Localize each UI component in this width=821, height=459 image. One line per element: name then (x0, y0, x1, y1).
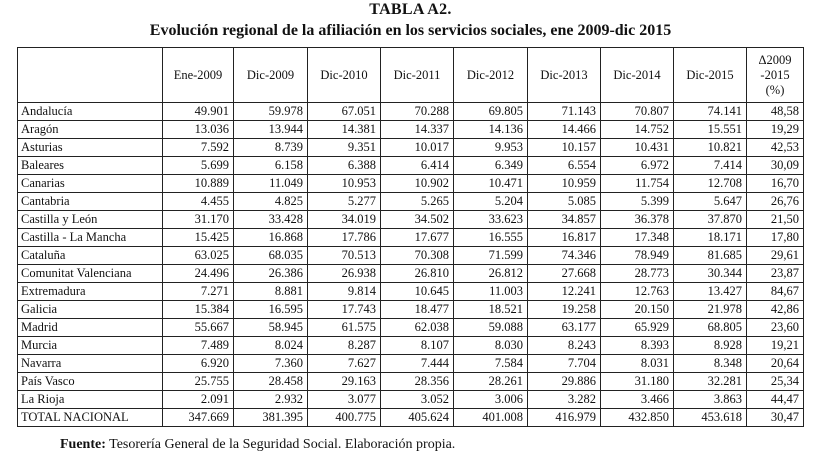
value-cell: 9.953 (454, 139, 528, 157)
value-cell: 21.978 (674, 301, 747, 319)
value-cell: 8.243 (528, 337, 601, 355)
column-header: Dic-2012 (454, 48, 528, 103)
value-cell: 30.344 (674, 265, 747, 283)
value-cell: 74.346 (528, 247, 601, 265)
value-cell: 11.003 (454, 283, 528, 301)
table-row (18, 373, 804, 391)
table-row (18, 319, 804, 337)
value-cell: 7.584 (454, 355, 528, 373)
value-cell: 8.107 (381, 337, 454, 355)
value-cell: 26.810 (381, 265, 454, 283)
value-cell: 7.360 (234, 355, 308, 373)
delta-header-line: -2015 (760, 67, 790, 82)
value-cell: 55.667 (163, 319, 234, 337)
delta-cell: 84,67 (747, 283, 804, 301)
value-cell: 26.386 (234, 265, 308, 283)
region-name-cell: TOTAL NACIONAL (18, 409, 163, 427)
table-row (18, 139, 804, 157)
value-cell: 3.863 (674, 391, 747, 409)
value-cell: 65.929 (601, 319, 674, 337)
region-name-cell: Andalucía (18, 103, 163, 121)
source-note (60, 437, 455, 453)
value-cell: 381.395 (234, 409, 308, 427)
region-name-cell: Murcia (18, 337, 163, 355)
value-cell: 5.204 (454, 193, 528, 211)
value-cell: 6.972 (601, 157, 674, 175)
column-header: Dic-2010 (308, 48, 381, 103)
column-header (18, 48, 163, 103)
value-cell: 10.471 (454, 175, 528, 193)
value-cell: 26.812 (454, 265, 528, 283)
value-cell: 12.241 (528, 283, 601, 301)
value-cell: 401.008 (454, 409, 528, 427)
value-cell: 29.886 (528, 373, 601, 391)
value-cell: 17.786 (308, 229, 381, 247)
value-cell: 24.496 (163, 265, 234, 283)
region-name-cell: Aragón (18, 121, 163, 139)
value-cell: 453.618 (674, 409, 747, 427)
region-name-cell: Navarra (18, 355, 163, 373)
value-cell: 10.889 (163, 175, 234, 193)
value-cell: 70.288 (381, 103, 454, 121)
value-cell: 6.554 (528, 157, 601, 175)
value-cell: 63.025 (163, 247, 234, 265)
region-name-cell: Castilla - La Mancha (18, 229, 163, 247)
delta-cell: 23,87 (747, 265, 804, 283)
value-cell: 9.351 (308, 139, 381, 157)
source-text: Tesorería General de la Seguridad Social. Elaboración propia. (105, 437, 456, 452)
table-row (18, 211, 804, 229)
value-cell: 347.669 (163, 409, 234, 427)
value-cell: 78.949 (601, 247, 674, 265)
value-cell: 13.944 (234, 121, 308, 139)
value-cell: 15.551 (674, 121, 747, 139)
value-cell: 6.158 (234, 157, 308, 175)
value-cell: 8.393 (601, 337, 674, 355)
value-cell: 63.177 (528, 319, 601, 337)
value-cell: 3.006 (454, 391, 528, 409)
delta-cell: 26,76 (747, 193, 804, 211)
value-cell: 18.171 (674, 229, 747, 247)
column-header: Dic-2014 (601, 48, 674, 103)
table-row (18, 337, 804, 355)
value-cell: 416.979 (528, 409, 601, 427)
value-cell: 432.850 (601, 409, 674, 427)
value-cell: 16.555 (454, 229, 528, 247)
value-cell: 28.261 (454, 373, 528, 391)
value-cell: 81.685 (674, 247, 747, 265)
value-cell: 11.049 (234, 175, 308, 193)
value-cell: 36.378 (601, 211, 674, 229)
value-cell: 5.699 (163, 157, 234, 175)
value-cell: 8.024 (234, 337, 308, 355)
value-cell: 2.932 (234, 391, 308, 409)
region-name-cell: La Rioja (18, 391, 163, 409)
value-cell: 5.647 (674, 193, 747, 211)
value-cell: 14.466 (528, 121, 601, 139)
value-cell: 5.265 (381, 193, 454, 211)
table-row (18, 247, 804, 265)
value-cell: 5.085 (528, 193, 601, 211)
value-cell: 15.384 (163, 301, 234, 319)
region-name-cell: País Vasco (18, 373, 163, 391)
value-cell: 59.088 (454, 319, 528, 337)
value-cell: 11.754 (601, 175, 674, 193)
delta-cell: 29,61 (747, 247, 804, 265)
delta-header-line: (%) (765, 82, 785, 97)
table-row (18, 409, 804, 427)
value-cell: 12.763 (601, 283, 674, 301)
value-cell: 10.953 (308, 175, 381, 193)
delta-cell: 42,86 (747, 301, 804, 319)
value-cell: 10.645 (381, 283, 454, 301)
table-row (18, 391, 804, 409)
value-cell: 37.870 (674, 211, 747, 229)
value-cell: 8.881 (234, 283, 308, 301)
value-cell: 69.805 (454, 103, 528, 121)
value-cell: 4.825 (234, 193, 308, 211)
delta-cell: 19,21 (747, 337, 804, 355)
value-cell: 19.258 (528, 301, 601, 319)
column-header: Dic-2013 (528, 48, 601, 103)
table-row (18, 265, 804, 283)
value-cell: 34.857 (528, 211, 601, 229)
value-cell: 34.019 (308, 211, 381, 229)
value-cell: 8.348 (674, 355, 747, 373)
value-cell: 28.773 (601, 265, 674, 283)
value-cell: 74.141 (674, 103, 747, 121)
value-cell: 12.708 (674, 175, 747, 193)
value-cell: 3.052 (381, 391, 454, 409)
value-cell: 13.427 (674, 283, 747, 301)
value-cell: 10.431 (601, 139, 674, 157)
table-body (18, 103, 804, 427)
value-cell: 3.077 (308, 391, 381, 409)
value-cell: 71.143 (528, 103, 601, 121)
delta-cell: 25,34 (747, 373, 804, 391)
value-cell: 14.752 (601, 121, 674, 139)
value-cell: 68.805 (674, 319, 747, 337)
value-cell: 7.489 (163, 337, 234, 355)
value-cell: 6.920 (163, 355, 234, 373)
delta-cell: 17,80 (747, 229, 804, 247)
source-label: Fuente: (60, 437, 106, 452)
value-cell: 6.414 (381, 157, 454, 175)
region-name-cell: Madrid (18, 319, 163, 337)
table-row (18, 229, 804, 247)
value-cell: 10.017 (381, 139, 454, 157)
column-header: Dic-2009 (234, 48, 308, 103)
region-name-cell: Cataluña (18, 247, 163, 265)
delta-cell: 16,70 (747, 175, 804, 193)
value-cell: 13.036 (163, 121, 234, 139)
value-cell: 7.414 (674, 157, 747, 175)
table-row (18, 301, 804, 319)
value-cell: 15.425 (163, 229, 234, 247)
value-cell: 8.739 (234, 139, 308, 157)
value-cell: 17.677 (381, 229, 454, 247)
delta-cell: 30,09 (747, 157, 804, 175)
value-cell: 10.157 (528, 139, 601, 157)
value-cell: 18.521 (454, 301, 528, 319)
value-cell: 27.668 (528, 265, 601, 283)
value-cell: 34.502 (381, 211, 454, 229)
value-cell: 16.868 (234, 229, 308, 247)
column-header: Dic-2015 (674, 48, 747, 103)
value-cell: 8.030 (454, 337, 528, 355)
region-name-cell: Extremadura (18, 283, 163, 301)
value-cell: 405.624 (381, 409, 454, 427)
region-name-cell: Castilla y León (18, 211, 163, 229)
delta-header-line: Δ2009 (758, 52, 792, 67)
region-name-cell: Canarias (18, 175, 163, 193)
value-cell: 33.428 (234, 211, 308, 229)
value-cell: 61.575 (308, 319, 381, 337)
value-cell: 58.945 (234, 319, 308, 337)
value-cell: 7.271 (163, 283, 234, 301)
delta-column-header (747, 48, 804, 103)
value-cell: 16.595 (234, 301, 308, 319)
table-row (18, 175, 804, 193)
table-row (18, 355, 804, 373)
value-cell: 32.281 (674, 373, 747, 391)
value-cell: 70.807 (601, 103, 674, 121)
value-cell: 6.349 (454, 157, 528, 175)
value-cell: 4.455 (163, 193, 234, 211)
value-cell: 29.163 (308, 373, 381, 391)
table-label: TABLA A2. (369, 1, 452, 18)
value-cell: 70.513 (308, 247, 381, 265)
delta-cell: 30,47 (747, 409, 804, 427)
value-cell: 68.035 (234, 247, 308, 265)
region-name-cell: Baleares (18, 157, 163, 175)
value-cell: 7.592 (163, 139, 234, 157)
region-name-cell: Comunitat Valenciana (18, 265, 163, 283)
value-cell: 20.150 (601, 301, 674, 319)
value-cell: 10.902 (381, 175, 454, 193)
value-cell: 2.091 (163, 391, 234, 409)
value-cell: 3.466 (601, 391, 674, 409)
header-row (18, 48, 804, 103)
value-cell: 33.623 (454, 211, 528, 229)
region-name-cell: Asturias (18, 139, 163, 157)
value-cell: 25.755 (163, 373, 234, 391)
value-cell: 6.388 (308, 157, 381, 175)
value-cell: 5.277 (308, 193, 381, 211)
value-cell: 16.817 (528, 229, 601, 247)
table-row (18, 121, 804, 139)
table-row (18, 283, 804, 301)
value-cell: 8.031 (601, 355, 674, 373)
value-cell: 31.170 (163, 211, 234, 229)
delta-cell: 20,64 (747, 355, 804, 373)
value-cell: 3.282 (528, 391, 601, 409)
value-cell: 70.308 (381, 247, 454, 265)
region-name-cell: Galicia (18, 301, 163, 319)
value-cell: 28.458 (234, 373, 308, 391)
value-cell: 59.978 (234, 103, 308, 121)
value-cell: 400.775 (308, 409, 381, 427)
value-cell: 49.901 (163, 103, 234, 121)
value-cell: 8.928 (674, 337, 747, 355)
delta-cell: 21,50 (747, 211, 804, 229)
value-cell: 10.959 (528, 175, 601, 193)
value-cell: 28.356 (381, 373, 454, 391)
value-cell: 17.348 (601, 229, 674, 247)
value-cell: 18.477 (381, 301, 454, 319)
value-cell: 7.704 (528, 355, 601, 373)
delta-cell: 42,53 (747, 139, 804, 157)
value-cell: 5.399 (601, 193, 674, 211)
value-cell: 62.038 (381, 319, 454, 337)
affiliation-table (17, 47, 804, 427)
region-name-cell: Cantabria (18, 193, 163, 211)
value-cell: 7.627 (308, 355, 381, 373)
table-row (18, 193, 804, 211)
value-cell: 9.814 (308, 283, 381, 301)
value-cell: 26.938 (308, 265, 381, 283)
value-cell: 31.180 (601, 373, 674, 391)
value-cell: 7.444 (381, 355, 454, 373)
delta-cell: 44,47 (747, 391, 804, 409)
table-row (18, 157, 804, 175)
value-cell: 10.821 (674, 139, 747, 157)
value-cell: 14.381 (308, 121, 381, 139)
column-header: Ene-2009 (163, 48, 234, 103)
delta-cell: 48,58 (747, 103, 804, 121)
value-cell: 71.599 (454, 247, 528, 265)
value-cell: 14.337 (381, 121, 454, 139)
value-cell: 67.051 (308, 103, 381, 121)
column-header: Dic-2011 (381, 48, 454, 103)
value-cell: 17.743 (308, 301, 381, 319)
table-row (18, 103, 804, 121)
value-cell: 8.287 (308, 337, 381, 355)
value-cell: 14.136 (454, 121, 528, 139)
delta-cell: 19,29 (747, 121, 804, 139)
delta-cell: 23,60 (747, 319, 804, 337)
table-title: Evolución regional de la afiliación en los servicios sociales, ene 2009-dic 2015 (149, 22, 672, 39)
